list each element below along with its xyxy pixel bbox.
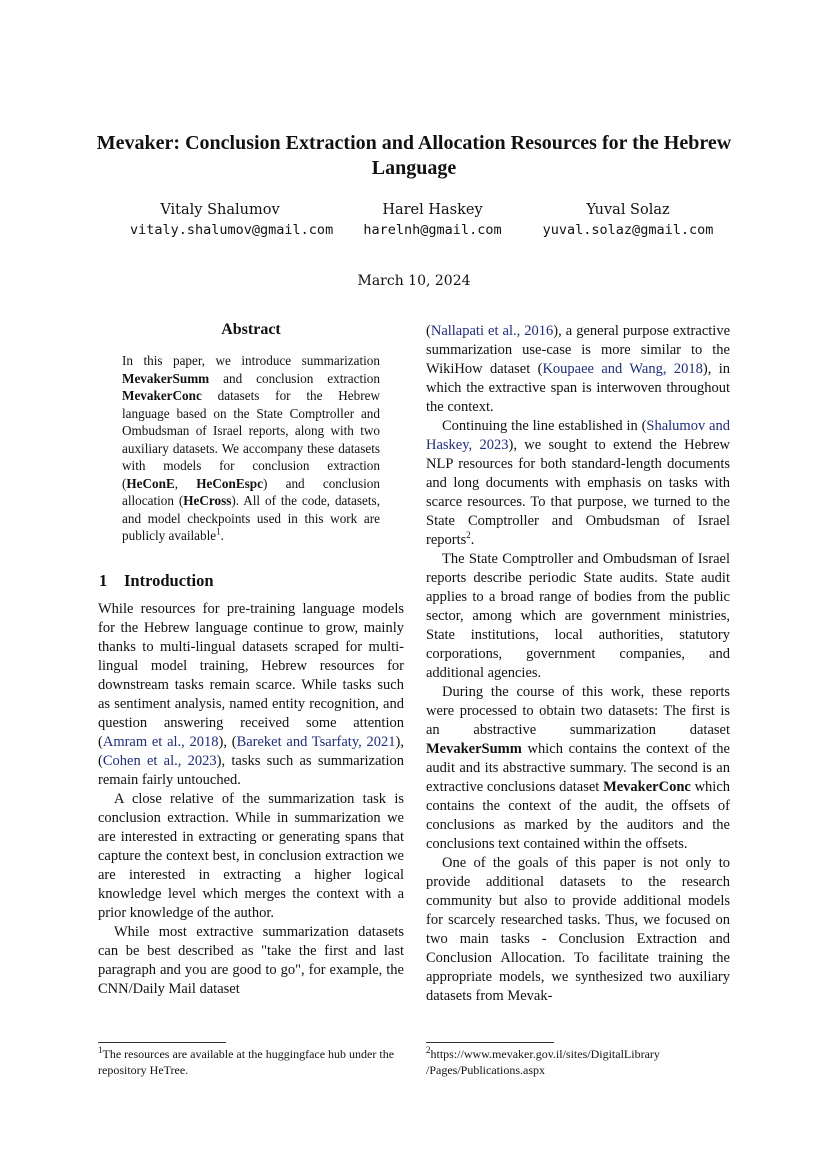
abstract-span: ) and conclusion allocation ( [122, 475, 380, 508]
author-name: Yuval Solaz [586, 202, 670, 218]
text-span: ), in which the extractive span is interwoven throughout the context. [426, 361, 730, 415]
text-span: While resources for pre-training language models for the Hebrew language continue to grow, mainly thanks to multi-lingual datasets scraped for multi-lingual model training, Hebrew resources for downstream tasks remain scarce. While tasks such as sentiment analysis, named entity recognition, and question answering received some attention ( [98, 601, 404, 750]
abstract-heading: Abstract [221, 321, 281, 338]
dataset-name: MevakerSumm [426, 741, 522, 757]
abstract-span: , [174, 475, 197, 491]
citation-link[interactable]: Koupaee and Wang, 2018 [542, 361, 703, 377]
text-span: which contains the context of the audit, the offsets of conclusions as marked by the auditors and the conclusions text contained within the offsets. [426, 779, 731, 852]
footnote-2 [426, 1046, 730, 1078]
author-name: Vitaly Shalumov [160, 202, 280, 218]
footnote-marker[interactable]: 2 [466, 530, 471, 541]
footnote-link[interactable]: https://www.mevaker.gov.il/sites/DigitalLibrary /Pages/Publications.aspx [426, 1047, 660, 1077]
text-span: which contains the context of the audit and its abstractive summary. The second is an extractive conclusions dataset [426, 741, 730, 795]
abstract-text [122, 352, 380, 545]
footnote-divider [426, 1042, 554, 1043]
paragraph: The State Comptroller and Ombudsman of Israel reports describe periodic State audits. State audit applies to a broad range of bodies from the public sector, among which are government ministries, State institutions, local authorities, statutory corporations, government companies, and additional agencies. [426, 551, 730, 681]
right-column-body [426, 322, 730, 1006]
abstract-span: In this paper, we introduce summarization [122, 353, 380, 368]
text-span: . [470, 532, 475, 548]
text-span: ), ( [98, 734, 404, 769]
abstract-span: ). All of the code, datasets, and model checkpoints used in this work are publicly available [122, 493, 380, 543]
paragraph: One of the goals of this paper is not only to provide additional datasets to the research community but also to provide additional models for scarcely researched tasks. Thus, we focused on two main tasks - Conclusion Extraction and Conclusion Allocation. To facilitate training the appropriate models, we synthesized two auxiliary datasets from Mevak- [426, 855, 730, 1004]
left-column-body [98, 600, 404, 999]
text-span: Continuing the line established in ( [442, 418, 647, 434]
dataset-name: MevakerConc [603, 779, 691, 795]
abstract-span: and conclusion extraction [209, 370, 380, 386]
author-email: vitaly.shalumov@gmail.com [130, 222, 334, 238]
paper-title: Mevaker: Conclusion Extraction and Allocation Resources for the Hebrew Language [96, 132, 732, 179]
text-span: ), a general purpose extractive summarization use-case is more similar to the WikiHow dataset ( [426, 323, 731, 377]
citation-link[interactable]: Shalumov and Haskey, 2023 [426, 418, 730, 453]
footnote-text: The resources are available at the huggingface hub under the repository HeTree. [98, 1047, 395, 1077]
paragraph: While most extractive summarization datasets can be best described as "take the first and last paragraph and you are good to go", for example, the CNN/Daily Mail dataset [98, 924, 404, 997]
author-email: harelnh@gmail.com [363, 222, 502, 238]
text-span: ), we sought to extend the Hebrew NLP resources for both standard-length documents and long documents with emphasis on tasks with scarce resources. To that purpose, we turned to the State Comptroller and Ombudsman of Israel reports [426, 437, 730, 548]
dataset-name: MevakerConc [122, 388, 202, 403]
model-name: HeCross [183, 493, 232, 508]
paragraph [426, 683, 730, 854]
author-3 [528, 200, 728, 240]
author-name: Harel Haskey [382, 202, 483, 218]
author-email: yuval.solaz@gmail.com [542, 222, 714, 238]
text-span: During the course of this work, these reports were processed to obtain two datasets: The first is an abstractive summarization dataset [426, 684, 730, 738]
author-1 [130, 200, 334, 240]
paragraph: A close relative of the summarization task is conclusion extraction. While in summarization we are interested in extracting or generating spans that capture the context best, in conclusion extraction we are interested in extracting a higher logical knowledge level which merges the context with a prior knowledge of the author. [98, 791, 404, 921]
footnote-1 [98, 1046, 404, 1078]
section-heading [99, 571, 214, 591]
author-2 [345, 200, 520, 240]
model-name: HeConE [126, 475, 175, 491]
citation-link[interactable]: Nallapati et al., 2016 [430, 323, 554, 339]
section-title: Introduction [124, 571, 214, 590]
paragraph [426, 417, 730, 550]
text-span: ), tasks such as summarization remain fairly untouched. [98, 753, 404, 788]
paragraph: (Nallapati et al., 2016), a general purpose extractive summarization use-case is more similar to the WikiHow dataset (Koupaee and Wang, 2018), in which the extractive span is interwoven throughout the context. [426, 323, 731, 415]
footnote-number: 2 [426, 1045, 431, 1055]
abstract-span: . [220, 528, 224, 543]
paper-date: March 10, 2024 [357, 273, 471, 289]
section-number: 1 [99, 571, 108, 590]
citation-link[interactable]: Cohen et al., 2023 [102, 753, 217, 769]
abstract-span: datasets for the Hebrew language based on the State Comptroller and Ombudsman of Israel reports, along with two auxiliary datasets. We accompany these datasets with models for conclusion extraction ( [122, 388, 380, 491]
footnote-divider [98, 1042, 226, 1043]
footnote-number: 1 [98, 1045, 103, 1055]
dataset-name: MevakerSumm [122, 370, 210, 386]
citation-link[interactable]: Bareket and Tsarfaty, 2021 [236, 734, 396, 750]
paragraph [98, 600, 404, 790]
model-name: HeConEspc [196, 475, 263, 491]
text-span: ), ( [218, 734, 237, 750]
footnote-marker[interactable]: 1 [216, 526, 221, 537]
citation-link[interactable]: Amram et al., 2018 [102, 734, 219, 750]
